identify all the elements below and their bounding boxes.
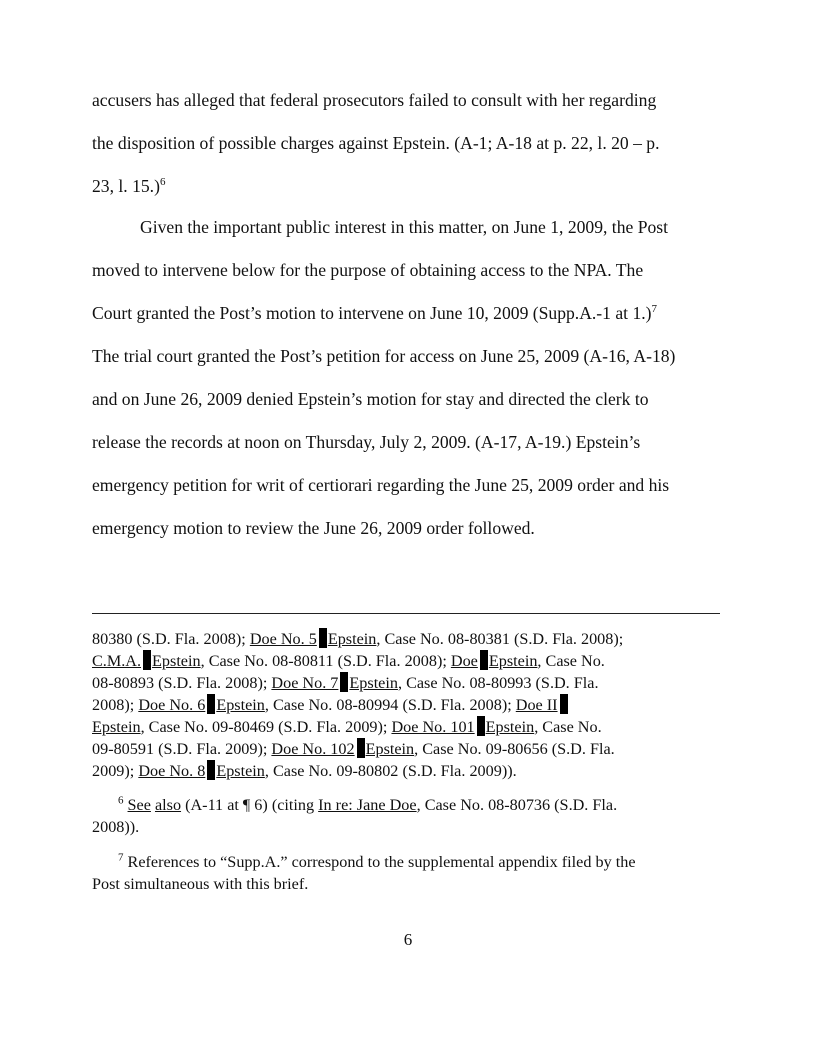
footnote-divider xyxy=(92,613,720,614)
body-line: moved to intervene below for the purpose of obtaining access to the NPA. The xyxy=(92,260,644,280)
footnote-line: 09-80591 (S.D. Fla. 2009); Doe No. 102 Epstein, Case No. 09-80656 (S.D. Fla. xyxy=(92,740,615,758)
footnote-line: Epstein, Case No. 09-80469 (S.D. Fla. 2009); Doe No. 101 Epstein, Case No. xyxy=(92,718,602,736)
footnote-number: 6 xyxy=(118,794,124,807)
body-line: Court granted the Post’s motion to intervene on June 10, 2009 (Supp.A.-1 at 1.)$^7$ xyxy=(92,303,658,323)
redaction-bar xyxy=(207,694,215,714)
body-line: and on June 26, 2009 denied Epstein’s motion for stay and directed the clerk to xyxy=(92,389,649,409)
redaction-bar xyxy=(340,672,348,692)
footnote-line: Post simultaneous with this brief. xyxy=(92,875,309,893)
body-line: 23, l. 15.)$^6$ xyxy=(92,176,166,196)
footnote-line: 2009); Doe No. 8 Epstein, Case No. 09-80802 (S.D. Fla. 2009)). xyxy=(92,762,517,780)
page-number: 6 xyxy=(403,930,413,949)
redaction-bar xyxy=(357,738,365,758)
redaction-bar xyxy=(143,650,151,670)
body-line: accusers has alleged that federal prosecutors failed to consult with her regarding xyxy=(92,90,657,110)
body-line: release the records at noon on Thursday, July 2, 2009. (A-17, A-19.) Epstein’s xyxy=(92,432,641,452)
footnote-line: $^7$ References to “Supp.A.” correspond to the supplemental appendix filed by the xyxy=(118,851,636,871)
redaction-bar xyxy=(480,650,488,670)
body-line: emergency petition for writ of certiorari regarding the June 25, 2009 order and his xyxy=(92,475,670,495)
redaction-bar xyxy=(477,716,485,736)
body-line: Given the important public interest in this matter, on June 1, 2009, the Post xyxy=(140,217,669,237)
body-line: The trial court granted the Post’s petition for access on June 25, 2009 (A-16, A-18) xyxy=(92,346,676,366)
footnote-line: C.M.A. Epstein, Case No. 08-80811 (S.D. Fla. 2008); Doe Epstein, Case No. xyxy=(92,652,605,670)
footnote-ref-7: 7 xyxy=(651,303,658,316)
redaction-bar xyxy=(207,760,215,780)
body-line: the disposition of possible charges against Epstein. (A-1; A-18 at p. 22, l. 20 – p. xyxy=(92,133,660,153)
footnote-line: 80380 (S.D. Fla. 2008); Doe No. 5 Epstein, Case No. 08-80381 (S.D. Fla. 2008); xyxy=(92,630,624,648)
redaction-bar xyxy=(560,694,568,714)
body-line: emergency motion to review the June 26, 2009 order followed. xyxy=(92,518,535,538)
redaction-bar xyxy=(319,628,327,648)
footnote-number: 7 xyxy=(118,851,124,864)
footnote-line: 08-80893 (S.D. Fla. 2008); Doe No. 7 Epstein, Case No. 08-80993 (S.D. Fla. xyxy=(92,674,599,692)
footnote-ref-6: 6 xyxy=(159,176,166,189)
footnote-line: 2008); Doe No. 6 Epstein, Case No. 08-80994 (S.D. Fla. 2008); Doe II xyxy=(92,694,569,715)
footnote-line: $^6$ See also (A-11 at ¶ 6) (citing In re: Jane Doe, Case No. 08-80736 (S.D. Fla. xyxy=(118,794,618,814)
footnote-line: 2008)). xyxy=(92,818,140,836)
